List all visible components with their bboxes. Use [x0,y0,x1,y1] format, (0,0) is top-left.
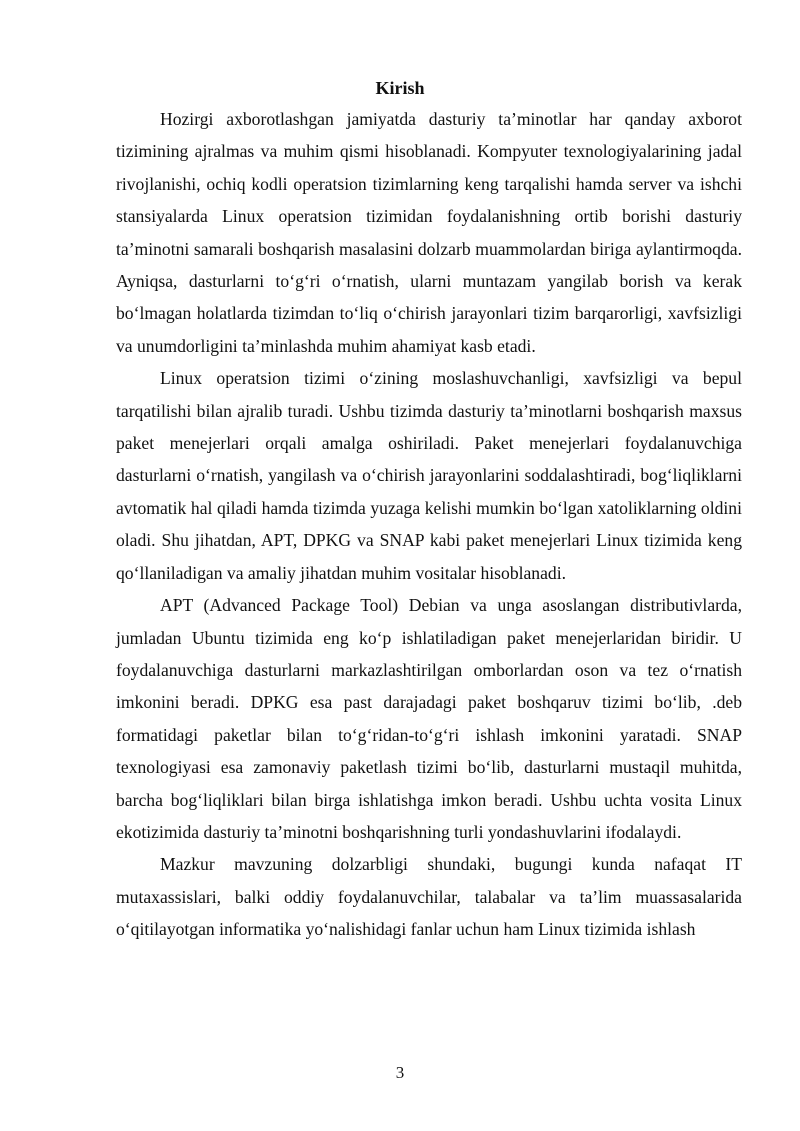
paragraph-3: APT (Advanced Package Tool) Debian va unga asoslangan distributivlarda, jumladan Ubuntu tizimida eng ko‘p ishlatiladigan paket menejerlaridan biridir. U foydalanuvchiga dasturlarni markazlashtirilgan omborlardan oson va tez o‘rnatish imkonini beradi. DPKG esa past darajadagi paket boshqaruv tizimi bo‘lib, .deb formatidagi paketlar bilan to‘g‘ridan-to‘g‘ri ishlash imkonini yaratadi. SNAP texnologiyasi esa zamonaviy paketlash tizimi bo‘lib, dasturlarni mustaqil muhitda, barcha bog‘liqliklari bilan birga ishlatishga imkon beradi. Ushbu uchta vosita Linux ekotizimida dasturiy ta’minotni boshqarishning turli yondashuvlarini ifodalaydi. [116,595,742,842]
page-number: 3 [395,1063,405,1082]
paragraph-1: Hozirgi axborotlashgan jamiyatda dasturiy ta’minotlar har qanday axborot tizimining ajralmas va muhim qismi hisoblanadi. Kompyuter texnologiyalarining jadal rivojlanishi, ochiq kodli operatsion tizimlarning keng tarqalishi hamda server va ishchi stansiyalarda Linux operatsion tizimidan foydalanishning ortib borishi dasturiy ta’minotni samarali boshqarish masalasini dolzarb muammolardan biriga aylantirmoqda. Ayniqsa, dasturlarni to‘g‘ri o‘rnatish, ularni muntazam yangilab borish va kerak bo‘lmagan holatlarda tizimdan to‘liq o‘chirish jarayonlari tizim barqarorligi, xavfsizligi va unumdorligini ta’minlashda muhim ahamiyat kasb etadi. [116,109,742,356]
paragraph-4: Mazkur mavzuning dolzarbligi shundaki, bugungi kunda nafaqat IT mutaxassislari, balki oddiy foydalanuvchilar, talabalar va ta’lim muassasalarida o‘qitilayotgan informatika yo‘nalishidagi fanlar uchun ham Linux tizimida ishlash [116,854,742,940]
section-heading: Kirish [375,78,425,98]
body-text [116,103,742,946]
paragraph-2: Linux operatsion tizimi o‘zining moslashuvchanligi, xavfsizligi va bepul tarqatilishi bilan ajralib turadi. Ushbu tizimda dasturiy ta’minotlarni boshqarish maxsus paket menejerlari orqali amalga oshiriladi. Paket menejerlari foydalanuvchiga dasturlarni o‘rnatish, yangilash va o‘chirish jarayonlarini soddalashtiradi, bog‘liqliklarni avtomatik hal qiladi hamda tizimda yuzaga kelishi mumkin bo‘lgan xatoliklarning oldini oladi. Shu jihatdan, APT, DPKG va SNAP kabi paket menejerlari Linux tizimida keng qo‘llaniladigan va amaliy jihatdan muhim vositalar hisoblanadi. [116,368,742,583]
